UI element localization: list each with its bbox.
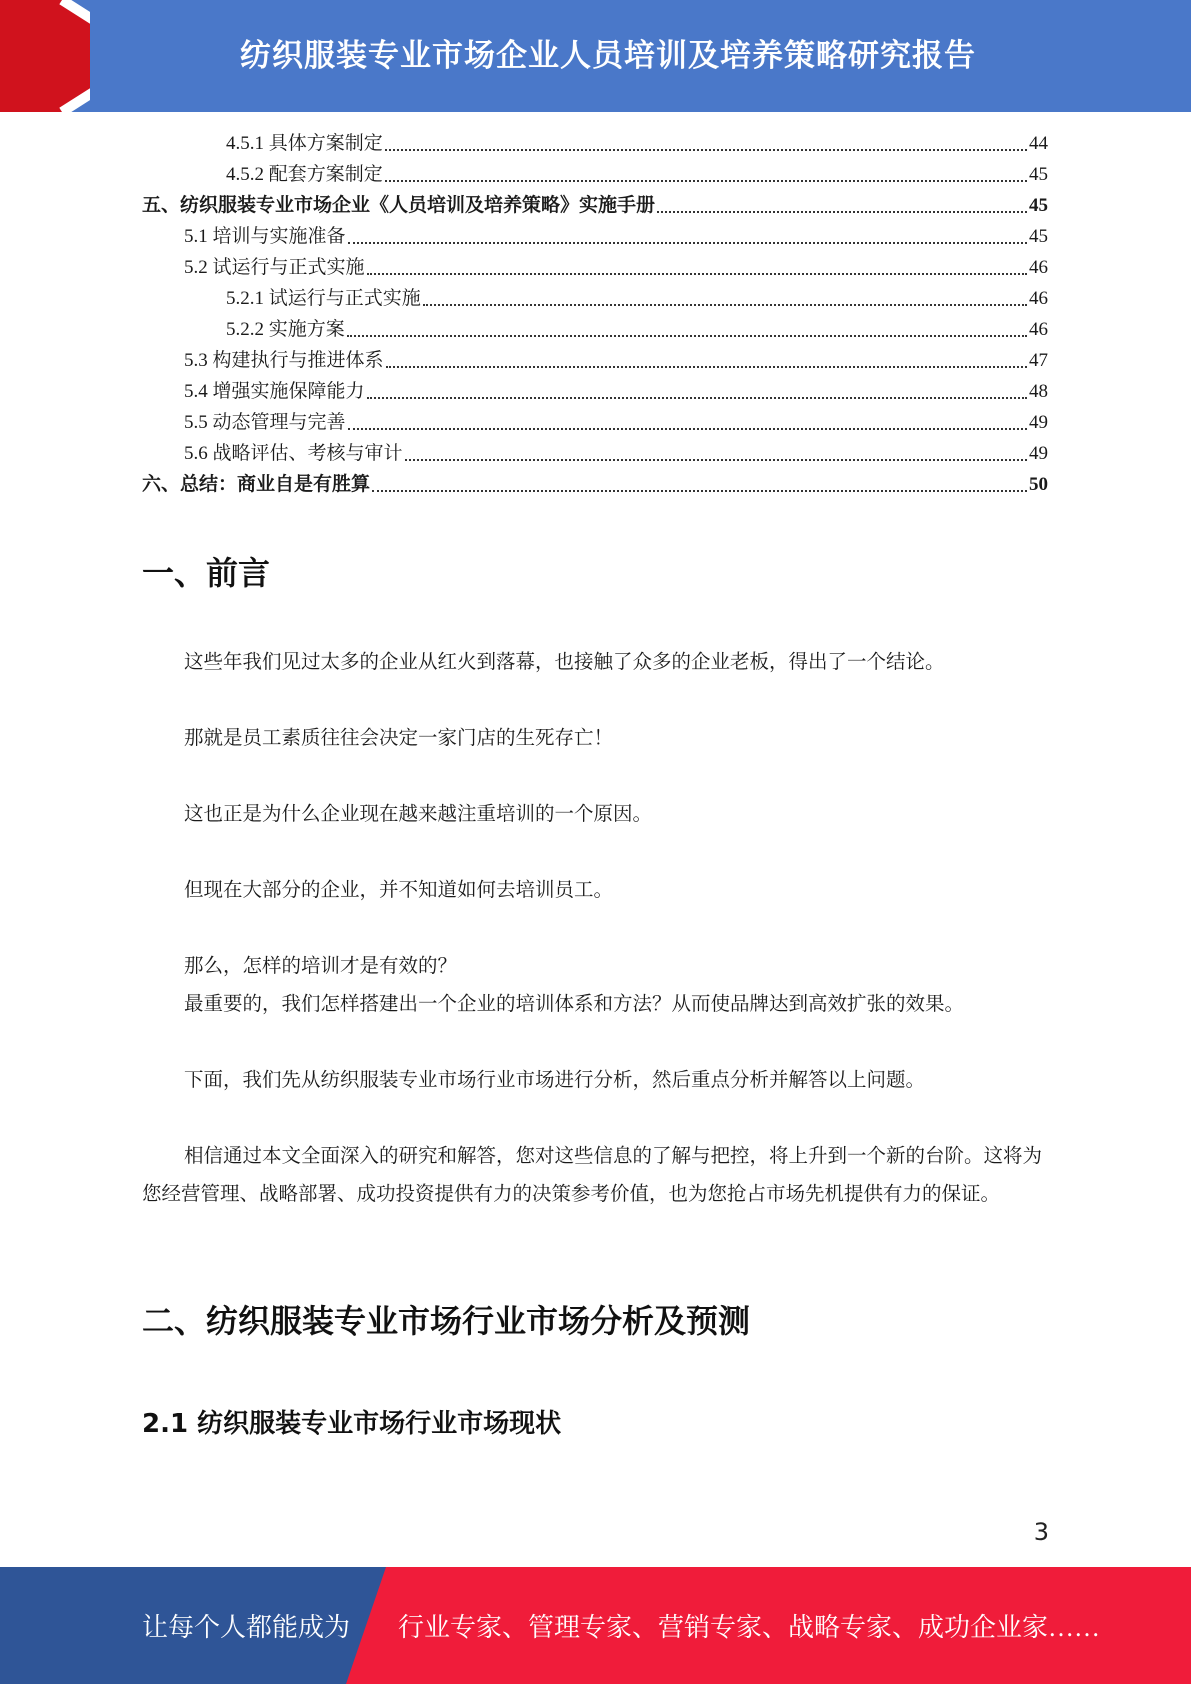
toc-entry-page: 45 — [1029, 226, 1048, 247]
toc-entry[interactable] — [142, 376, 1048, 407]
toc-entry-page: 45 — [1029, 164, 1048, 185]
subsection-heading-market-status: 2.1 纺织服装专业市场行业市场现状 — [142, 1409, 562, 1439]
toc-entry-label: 5.3 构建执行与推进体系 — [184, 350, 384, 371]
toc-entry-page: 46 — [1029, 319, 1048, 340]
toc-entry-page: 46 — [1029, 288, 1048, 309]
toc-entry-label: 4.5.2 配套方案制定 — [226, 164, 383, 185]
toc-leader-dots — [405, 458, 1027, 461]
toc-entry-label: 五、纺织服装专业市场企业《人员培训及培养策略》实施手册 — [142, 195, 656, 216]
section-heading-preface: 一、前言 — [142, 554, 271, 592]
toc-entry-label: 5.2 试运行与正式实施 — [184, 257, 365, 278]
paragraph — [142, 720, 1048, 758]
toc-entry-label: 5.1 培训与实施准备 — [184, 226, 346, 247]
toc-leader-dots — [367, 272, 1027, 275]
toc-entry[interactable] — [142, 283, 1048, 314]
toc-leader-dots — [347, 334, 1027, 337]
toc-entry[interactable] — [142, 345, 1048, 376]
toc-entry[interactable] — [142, 252, 1048, 283]
toc-leader-dots — [386, 365, 1027, 368]
toc-leader-dots — [657, 210, 1027, 213]
toc-leader-dots — [385, 179, 1027, 182]
toc-entry-page: 49 — [1029, 443, 1048, 464]
toc-entry-page: 46 — [1029, 257, 1048, 278]
toc-entry-label: 5.6 战略评估、考核与审计 — [184, 443, 403, 464]
toc-entry[interactable] — [142, 190, 1048, 221]
toc-entry[interactable] — [142, 438, 1048, 469]
toc-leader-dots — [348, 241, 1027, 244]
paragraph — [142, 948, 1048, 986]
toc-leader-dots — [348, 427, 1027, 430]
section-heading-market-analysis: 二、纺织服装专业市场行业市场分析及预测 — [142, 1302, 751, 1340]
toc-entry-page: 44 — [1029, 133, 1048, 154]
toc-entry[interactable] — [142, 159, 1048, 190]
page-footer-bar — [0, 1567, 1191, 1684]
paragraph-text: 下面，我们先从纺织服装专业市场行业市场进行分析，然后重点分析并解答以上问题。 — [184, 1070, 926, 1091]
paragraph — [142, 986, 1048, 1024]
toc-leader-dots — [367, 396, 1027, 399]
table-of-contents — [142, 128, 1048, 500]
paragraph-text: 最重要的，我们怎样搭建出一个企业的培训体系和方法？从而使品牌达到高效扩张的效果。 — [184, 994, 965, 1015]
footer-slogan-right: 行业专家、管理专家、营销专家、战略专家、成功企业家…… — [398, 1613, 1101, 1642]
toc-entry-label: 六、总结：商业自是有胜算 — [142, 474, 371, 495]
paragraph — [142, 872, 1048, 910]
toc-entry-page: 48 — [1029, 381, 1048, 402]
toc-entry-label: 5.2.1 试运行与正式实施 — [226, 288, 421, 309]
paragraph-text: 那就是员工素质往往会决定一家门店的生死存亡！ — [184, 728, 614, 749]
paragraph — [142, 1138, 1048, 1214]
toc-entry[interactable] — [142, 469, 1048, 500]
toc-entry-page: 45 — [1029, 195, 1048, 216]
header-arrow-graphic — [0, 0, 160, 112]
paragraph-text: 但现在大部分的企业，并不知道如何去培训员工。 — [184, 880, 614, 901]
paragraph — [142, 1062, 1048, 1100]
page-header-bar — [0, 0, 1191, 112]
paragraph — [142, 796, 1048, 834]
toc-entry-label: 4.5.1 具体方案制定 — [226, 133, 383, 154]
toc-entry[interactable] — [142, 407, 1048, 438]
toc-entry[interactable] — [142, 221, 1048, 252]
paragraph-text: 相信通过本文全面深入的研究和解答，您对这些信息的了解与把控，将上升到一个新的台阶。这将为您经营管理、战略部署、成功投资提供有力的决策参考价值，也为您抢占市场先机提供有力的保证。 — [142, 1146, 1043, 1205]
toc-entry[interactable] — [142, 128, 1048, 159]
toc-entry[interactable] — [142, 314, 1048, 345]
toc-entry-page: 50 — [1029, 474, 1048, 495]
toc-entry-label: 5.4 增强实施保障能力 — [184, 381, 365, 402]
toc-leader-dots — [372, 489, 1027, 492]
page-number: 3 — [1033, 1518, 1049, 1546]
toc-entry-page: 49 — [1029, 412, 1048, 433]
paragraph-text: 这也正是为什么企业现在越来越注重培训的一个原因。 — [184, 804, 653, 825]
report-title: 纺织服装专业市场企业人员培训及培养策略研究报告 — [240, 38, 976, 74]
footer-slogan-left: 让每个人都能成为 — [142, 1613, 351, 1642]
paragraph-text: 这些年我们见过太多的企业从红火到落幕，也接触了众多的企业老板，得出了一个结论。 — [184, 652, 945, 673]
toc-entry-label: 5.5 动态管理与完善 — [184, 412, 346, 433]
toc-leader-dots — [423, 303, 1027, 306]
toc-entry-label: 5.2.2 实施方案 — [226, 319, 345, 340]
toc-entry-page: 47 — [1029, 350, 1048, 371]
toc-leader-dots — [385, 148, 1027, 151]
paragraph-text: 那么，怎样的培训才是有效的？ — [184, 956, 458, 977]
paragraph — [142, 644, 1048, 682]
